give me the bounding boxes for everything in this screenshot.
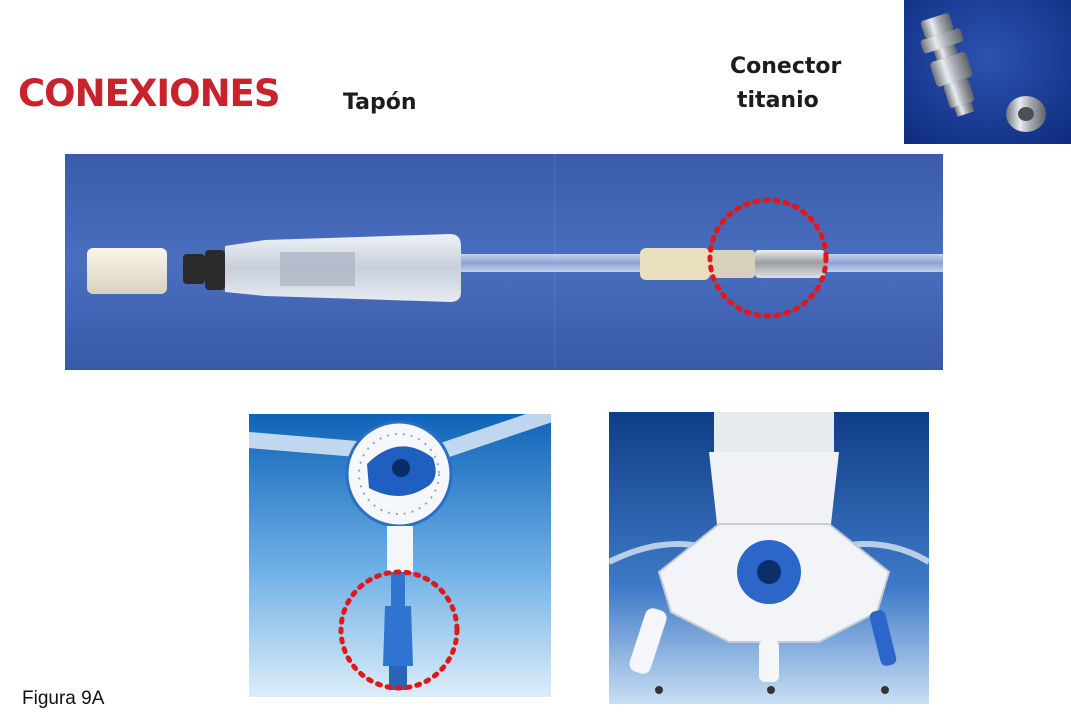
port-needle-photo — [249, 414, 551, 697]
conector-label-line2: titanio — [737, 88, 819, 113]
figure-caption: Figura 9A — [22, 688, 105, 709]
conector-label-line1: Conector — [730, 54, 842, 79]
catheter-connection-photo — [65, 154, 943, 370]
slide-title: CONEXIONES — [18, 72, 280, 115]
multilumen-hub-photo — [609, 412, 929, 704]
titanium-connector-photo — [904, 0, 1071, 144]
tapon-label: Tapón — [343, 90, 417, 115]
